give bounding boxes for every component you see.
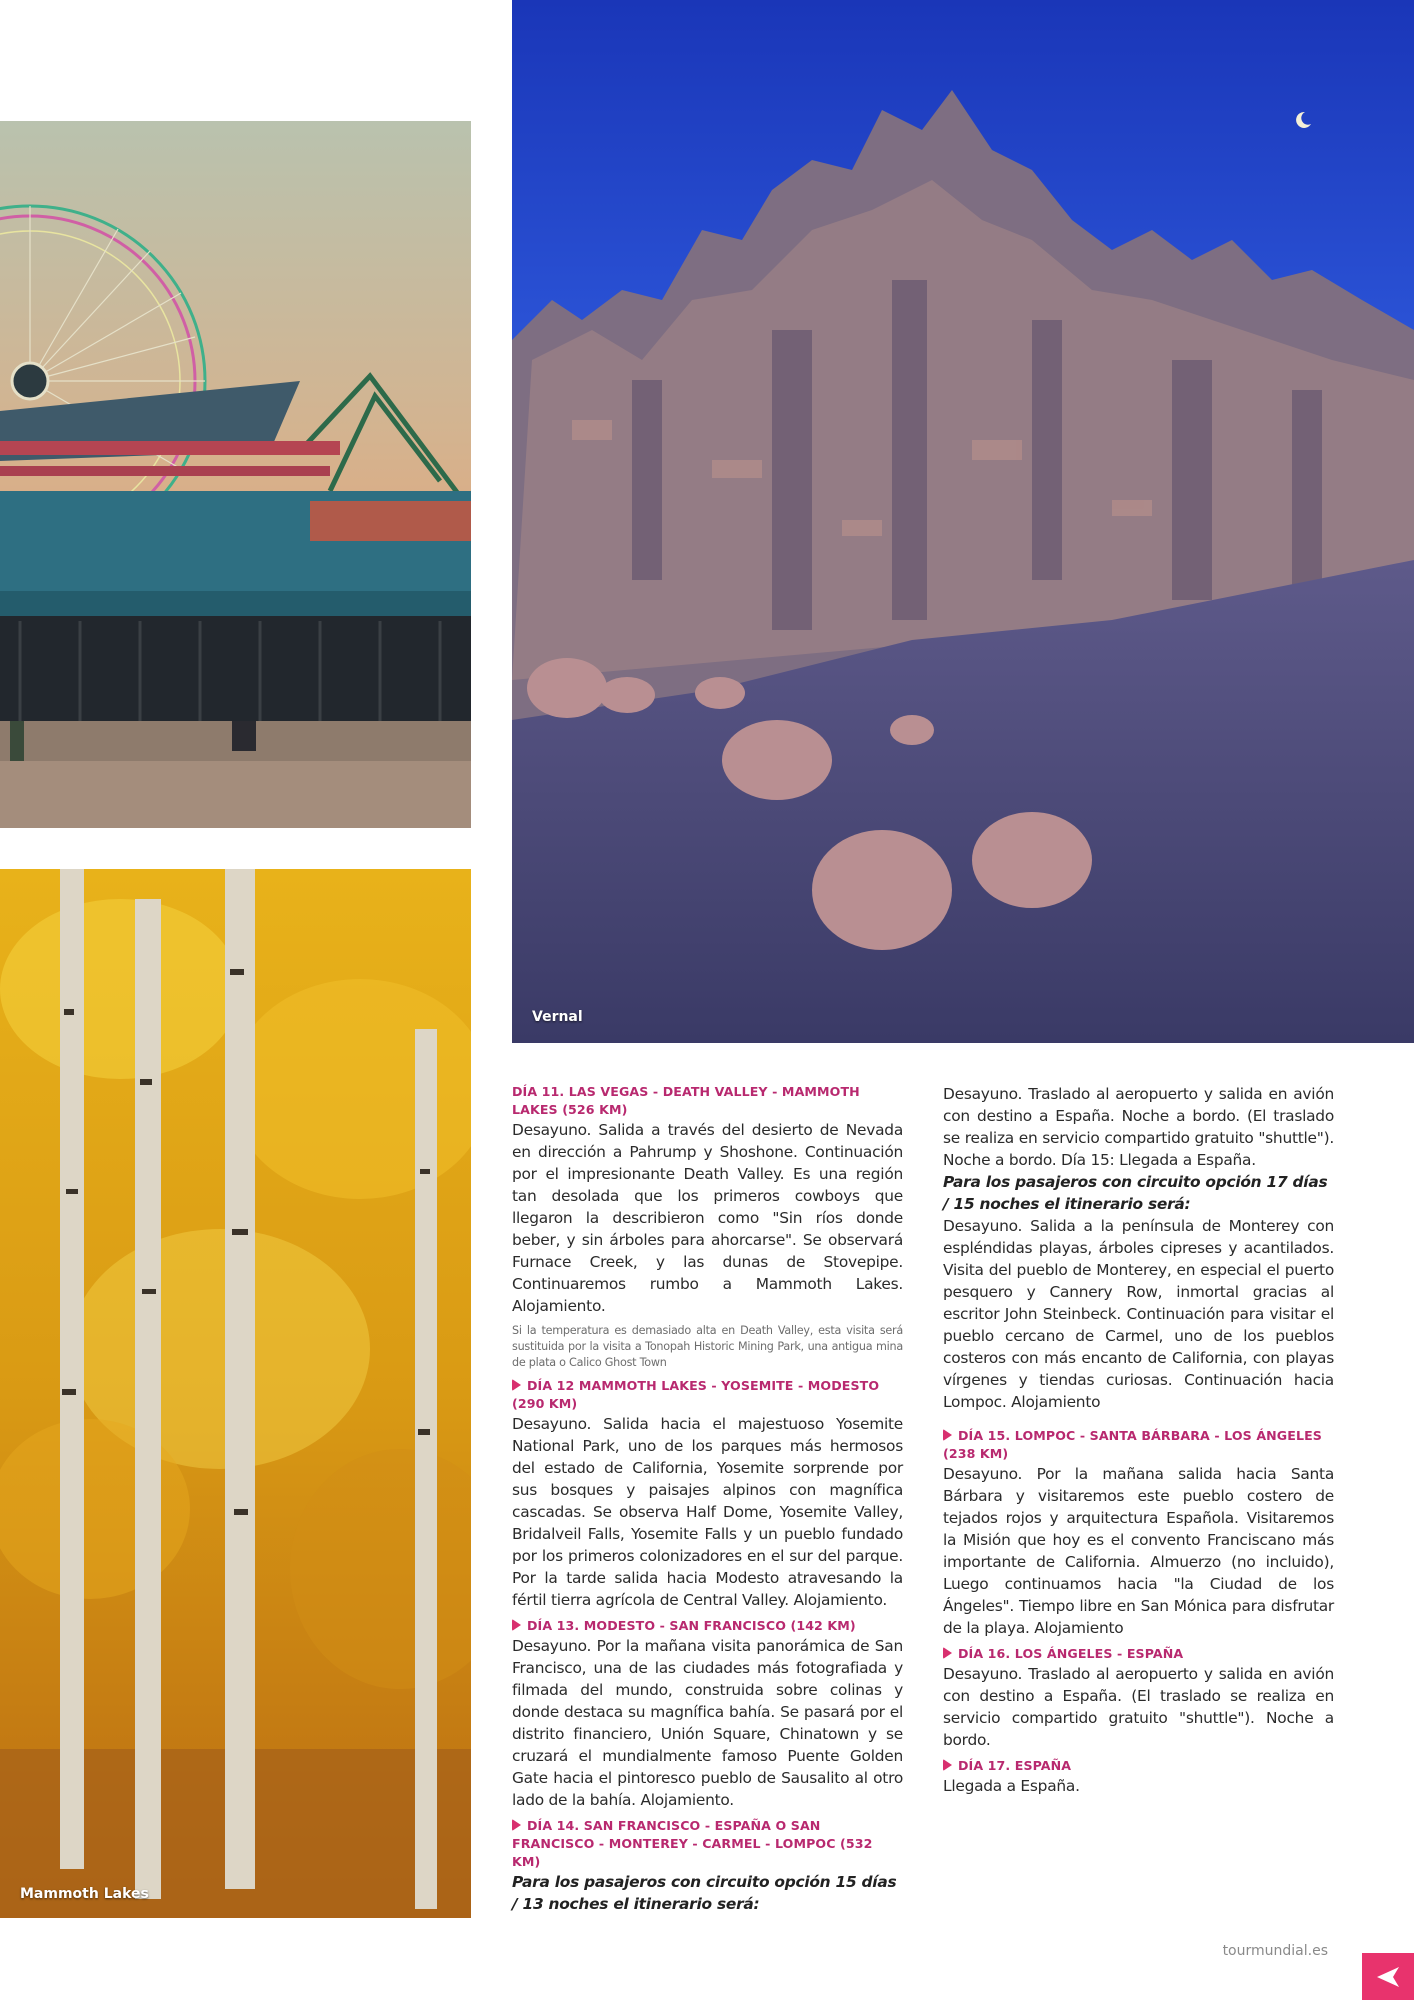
day-11-title: DÍA 11. LAS VEGAS - DEATH VALLEY - MAMMOTH LAKES (526 KM) — [512, 1084, 860, 1117]
photo-santa-monica-pier — [0, 121, 471, 828]
caption-mammoth-lakes: Mammoth Lakes — [20, 1886, 149, 1902]
text-column-right — [943, 1083, 1334, 1797]
day-14-text-17: Desayuno. Salida a la península de Monterey con espléndidas playas, árboles cipreses y acantilados. Visita del pueblo de Monterey, en especial el puerto pesquero y Cannery Row, inmortal gracias al escritor John Steinbeck. Continuación para visitar el pueblo cercano de Carmel, uno de los pueblos costeros con más encanto de California, con playas vírgenes y tiendas curiosas. Continuación hacia Lompoc. Alojamiento — [943, 1217, 1334, 1411]
back-button[interactable] — [1362, 1953, 1414, 2000]
bullet-arrow-icon — [943, 1429, 952, 1441]
bullet-arrow-icon — [512, 1819, 521, 1831]
day-14-option-17: Para los pasajeros con circuito opción 17 días / 15 noches el itinerario será: — [943, 1173, 1328, 1213]
caption-vernal: Vernal — [532, 1009, 583, 1025]
day-11-text: Desayuno. Salida a través del desierto de Nevada en dirección a Pahrump y Shoshone. Continuación por el impresionante Death Valley. Es una región tan desolada que los primeros cowboys que llegaron la describieron como "Sin ríos donde beber, y sin árboles para ahorcarse". Se observará Furnace Creek, y las dunas de Stovepipe. Continuaremos rumbo a Mammoth Lakes. Alojamiento. — [512, 1121, 903, 1315]
day-13-title: DÍA 13. MODESTO - SAN FRANCISCO (142 KM) — [527, 1618, 856, 1633]
day-11-note: Si la temperatura es demasiado alta en Death Valley, esta visita será sustituida por la visita a Tonopah Historic Mining Park, una antigua mina de plata o Calico Ghost Town — [512, 1324, 903, 1369]
day-13-heading — [512, 1617, 903, 1635]
footer-website[interactable]: tourmundial.es — [1222, 1943, 1328, 1959]
bullet-arrow-icon — [512, 1619, 521, 1631]
day-16-title: DÍA 16. LOS ÁNGELES - ESPAÑA — [958, 1646, 1184, 1661]
day-15-text: Desayuno. Por la mañana salida hacia Santa Bárbara y visitaremos este pueblo costero de tejados rojos y arquitectura Española. Visitaremos la Misión que hoy es el convento Franciscano más importante de California. Almuerzo (no incluido), Luego continuamos hacia "la Ciudad de los Ángeles". Tiempo libre en San Mónica para disfrutar de la playa. Alojamiento — [943, 1465, 1334, 1637]
day-15-heading — [943, 1427, 1334, 1463]
day-16-heading — [943, 1645, 1334, 1663]
photo-mammoth-lakes — [0, 869, 471, 1918]
bullet-arrow-icon — [943, 1647, 952, 1659]
day-12-text: Desayuno. Salida hacia el majestuoso Yosemite National Park, uno de los parques más hermosos del estado de California, Yosemite sorprende por sus bosques y paisajes alpinos con magnífica cascadas. Se observa Half Dome, Yosemite Valley, Bridalveil Falls, Yosemite Falls y un pueblo fundado por los primeros colonizadores en el sur del parque. Por la tarde salida hacia Modesto atravesando la fértil tierra agrícola de Central Valley. Alojamiento. — [512, 1415, 903, 1609]
bullet-arrow-icon — [512, 1379, 521, 1391]
day-13-text: Desayuno. Por la mañana visita panorámica de San Francisco, una de las ciudades más fotografiada y filmada del mundo, construida sobre colinas y donde destaca su magnífica bahía. Se pasará por el distrito financiero, Unión Square, Chinatown y se cruzará el mundialmente famoso Puente Golden Gate hacia el pintoresco pueblo de Sausalito al otro lado de la bahía. Alojamiento. — [512, 1637, 903, 1809]
day-12-heading — [512, 1377, 903, 1413]
day-14-text-15: Desayuno. Traslado al aeropuerto y salida en avión con destino a España. Noche a bordo. (El traslado se realiza en servicio compartido gratuito "shuttle"). Noche a bordo. Día 15: Llegada a España. — [943, 1085, 1334, 1169]
day-12-title: DÍA 12 MAMMOTH LAKES - YOSEMITE - MODESTO (290 KM) — [512, 1378, 880, 1411]
day-14-heading — [512, 1817, 903, 1871]
text-column-left — [512, 1083, 903, 1915]
bullet-arrow-icon — [943, 1759, 952, 1771]
day-17-heading — [943, 1757, 1334, 1775]
day-17-title: DÍA 17. ESPAÑA — [958, 1758, 1072, 1773]
back-arrow-icon — [1375, 1965, 1401, 1989]
day-15-title: DÍA 15. LOMPOC - SANTA BÁRBARA - LOS ÁNGELES (238 KM) — [943, 1428, 1322, 1461]
day-17-text: Llegada a España. — [943, 1777, 1080, 1795]
photo-vernal — [512, 0, 1414, 1043]
day-14-title: DÍA 14. SAN FRANCISCO - ESPAÑA O SAN FRANCISCO - MONTEREY - CARMEL - LOMPOC (532 KM) — [512, 1818, 873, 1869]
day-16-text: Desayuno. Traslado al aeropuerto y salida en avión con destino a España. (El traslado se realiza en servicio compartido gratuito "shuttle"). Noche a bordo. — [943, 1665, 1334, 1749]
day-14-option-15: Para los pasajeros con circuito opción 15 días / 13 noches el itinerario será: — [512, 1873, 897, 1913]
